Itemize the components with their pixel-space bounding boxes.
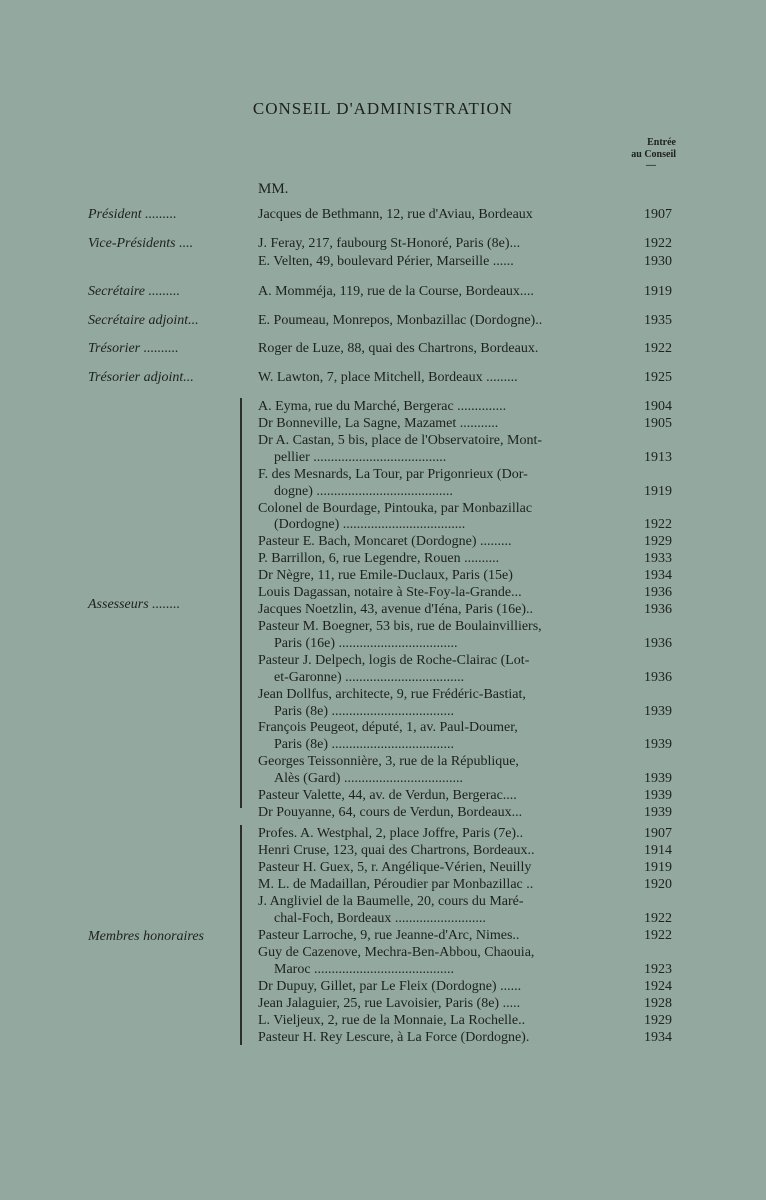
list-item <box>0 635 766 652</box>
member-entry: pellier ...................................... <box>274 449 447 465</box>
member-entry: P. Barrillon, 6, rue Legendre, Rouen .......... <box>258 551 500 567</box>
role-label: Vice-Présidents .... <box>88 236 194 251</box>
list-item <box>0 736 766 753</box>
entry-year: 1939 <box>644 788 672 804</box>
member-entry: Pasteur H. Guex, 5, r. Angélique-Vérien, Neuilly <box>258 859 532 875</box>
member-entry: Colonel de Bourdage, Pintouka, par Monbazillac <box>258 500 533 516</box>
entry-year: 1936 <box>644 635 672 651</box>
entry-year: 1933 <box>644 551 672 567</box>
list-item <box>0 398 766 415</box>
member-entry: Georges Teissonnière, 3, rue de la République, <box>258 754 519 770</box>
entry-year: 1930 <box>644 254 672 269</box>
member-entry: J. Angliviel de la Baumelle, 20, cours du Maré- <box>258 893 524 909</box>
list-item <box>0 804 766 821</box>
member-entry: Pasteur Valette, 44, av. de Verdun, Bergerac.... <box>258 788 517 804</box>
member-entry: F. des Mesnards, La Tour, par Prigonrieux (Dor- <box>258 466 528 482</box>
member-entry: Maroc ........................................ <box>274 961 455 977</box>
group-label-assesseurs: Assesseurs ........ <box>88 597 181 612</box>
member-entry: A. Momméja, 119, rue de la Course, Bordeaux.... <box>258 284 534 299</box>
list-item <box>0 859 766 876</box>
list-item <box>0 533 766 550</box>
list-item <box>0 415 766 432</box>
list-item <box>0 703 766 720</box>
member-entry: Pasteur J. Delpech, logis de Roche-Clairac (Lot- <box>258 652 530 668</box>
list-item <box>0 944 766 961</box>
member-entry: Louis Dagassan, notaire à Ste-Foy-la-Grande... <box>258 585 522 601</box>
member-entry: M. L. de Madaillan, Péroudier par Monbazillac .. <box>258 876 534 892</box>
entry-year: 1935 <box>644 313 672 328</box>
entry-year: 1922 <box>644 927 672 943</box>
role-label: Trésorier .......... <box>88 341 179 356</box>
entry-year: 1929 <box>644 1012 672 1028</box>
list-item <box>0 686 766 703</box>
member-entry: Guy de Cazenove, Mechra-Ben-Abbou, Chaouia, <box>258 944 535 960</box>
member-entry: Jean Dollfus, architecte, 9, rue Frédéric-Bastiat, <box>258 686 526 702</box>
member-entry: Henri Cruse, 123, quai des Chartrons, Bordeaux.. <box>258 842 535 858</box>
entry-year: 1928 <box>644 995 672 1011</box>
list-item <box>0 893 766 910</box>
member-entry: Pasteur Larroche, 9, rue Jeanne-d'Arc, Nimes.. <box>258 927 520 943</box>
list-item <box>0 753 766 770</box>
role-label: Président ......... <box>88 207 177 222</box>
entry-year: 1919 <box>644 284 672 299</box>
list-item <box>0 466 766 483</box>
entry-year: 1936 <box>644 585 672 601</box>
member-entry: Profes. A. Westphal, 2, place Joffre, Paris (7e).. <box>258 826 524 841</box>
list-item <box>0 876 766 893</box>
list-item <box>0 719 766 736</box>
entry-year: 1914 <box>644 842 672 858</box>
list-item <box>0 618 766 635</box>
entry-year: 1913 <box>644 449 672 465</box>
list-item <box>0 1029 766 1046</box>
entry-year: 1924 <box>644 978 672 994</box>
entry-year: 1905 <box>644 415 672 431</box>
entree-column-header <box>596 137 676 171</box>
group-label-membres-honoraires: Membres honoraires <box>88 929 205 944</box>
member-entry: J. Feray, 217, faubourg St-Honoré, Paris (8e)... <box>258 236 521 251</box>
entree-dash: — <box>646 160 656 171</box>
role-label: Trésorier adjoint... <box>88 370 194 385</box>
member-entry: Roger de Luze, 88, quai des Chartrons, Bordeaux. <box>258 341 539 356</box>
entry-year: 1907 <box>644 826 672 841</box>
entry-year: 1907 <box>644 207 672 222</box>
member-entry: E. Poumeau, Monrepos, Monbazillac (Dordogne).. <box>258 313 543 328</box>
member-entry: chal-Foch, Bordeaux .......................... <box>274 910 486 926</box>
entry-year: 1919 <box>644 483 672 499</box>
entry-year: 1934 <box>644 1029 672 1045</box>
list-item <box>0 978 766 995</box>
member-entry: Jacques Noetzlin, 43, avenue d'Iéna, Paris (16e).. <box>258 602 534 618</box>
list-item <box>0 483 766 500</box>
list-item <box>0 961 766 978</box>
list-item <box>0 500 766 517</box>
entry-year: 1922 <box>644 341 672 356</box>
member-entry: Paris (16e) .................................. <box>274 635 458 651</box>
entry-year: 1936 <box>644 669 672 685</box>
entry-year: 1919 <box>644 859 672 875</box>
list-item <box>0 842 766 859</box>
list-item <box>0 550 766 567</box>
member-entry: W. Lawton, 7, place Mitchell, Bordeaux ......... <box>258 370 518 385</box>
member-entry: Pasteur H. Rey Lescure, à La Force (Dordogne). <box>258 1029 530 1045</box>
member-entry: Dr Pouyanne, 64, cours de Verdun, Bordeaux... <box>258 805 523 821</box>
list-item <box>0 787 766 804</box>
member-entry: Dr A. Castan, 5 bis, place de l'Observatoire, Mont- <box>258 432 543 448</box>
entry-year: 1922 <box>644 517 672 533</box>
member-entry: L. Vieljeux, 2, rue de la Monnaie, La Rochelle.. <box>258 1012 526 1028</box>
member-entry: Pasteur M. Boegner, 53 bis, rue de Boulainvilliers, <box>258 618 542 634</box>
member-entry: Dr Nègre, 11, rue Emile-Duclaux, Paris (15e) <box>258 568 513 584</box>
member-entry: Alès (Gard) .................................. <box>274 771 463 787</box>
list-item <box>0 584 766 601</box>
member-entry: François Peugeot, député, 1, av. Paul-Doumer, <box>258 720 518 736</box>
list-item <box>0 927 766 944</box>
list-item <box>0 669 766 686</box>
member-entry: Dr Bonneville, La Sagne, Mazamet ........... <box>258 415 499 431</box>
role-label: Secrétaire ......... <box>88 284 181 299</box>
list-item <box>0 1012 766 1029</box>
entree-label-line2: au Conseil <box>631 149 676 160</box>
entry-year: 1904 <box>644 399 672 414</box>
list-item <box>0 652 766 669</box>
mm-label: MM. <box>258 181 289 197</box>
member-entry: Dr Dupuy, Gillet, par Le Fleix (Dordogne) ...... <box>258 978 522 994</box>
entry-year: 1939 <box>644 703 672 719</box>
entry-year: 1936 <box>644 602 672 618</box>
entry-year: 1939 <box>644 771 672 787</box>
entry-year: 1922 <box>644 910 672 926</box>
entry-year: 1929 <box>644 534 672 550</box>
member-entry: Jean Jalaguier, 25, rue Lavoisier, Paris (8e) ..... <box>258 995 521 1011</box>
list-item <box>0 910 766 927</box>
list-item <box>0 516 766 533</box>
member-entry: Pasteur E. Bach, Moncaret (Dordogne) ......... <box>258 534 512 550</box>
entry-year: 1922 <box>644 236 672 251</box>
member-entry: Paris (8e) ................................... <box>274 737 455 753</box>
member-entry: A. Eyma, rue du Marché, Bergerac .............. <box>258 399 507 414</box>
entry-year: 1934 <box>644 568 672 584</box>
entry-year: 1925 <box>644 370 672 385</box>
list-item <box>0 825 766 842</box>
list-item <box>0 601 766 618</box>
member-entry: et-Garonne) .................................. <box>274 669 465 685</box>
list-item <box>0 567 766 584</box>
member-entry: Jacques de Bethmann, 12, rue d'Aviau, Bordeaux <box>258 207 533 222</box>
entry-year: 1939 <box>644 737 672 753</box>
list-item <box>0 449 766 466</box>
entree-label-line1: Entrée <box>647 137 676 148</box>
member-entry: dogne) ....................................... <box>274 483 453 499</box>
entry-year: 1920 <box>644 876 672 892</box>
list-item <box>0 995 766 1012</box>
member-entry: Paris (8e) ................................... <box>274 703 455 719</box>
page-title: CONSEIL D'ADMINISTRATION <box>252 99 514 118</box>
member-entry: (Dordogne) ................................... <box>274 517 466 533</box>
entry-year: 1939 <box>644 805 672 821</box>
member-entry: E. Velten, 49, boulevard Périer, Marseille ...... <box>258 254 514 269</box>
entry-year: 1923 <box>644 961 672 977</box>
list-item <box>0 770 766 787</box>
role-label: Secrétaire adjoint... <box>88 313 199 328</box>
list-item <box>0 432 766 449</box>
